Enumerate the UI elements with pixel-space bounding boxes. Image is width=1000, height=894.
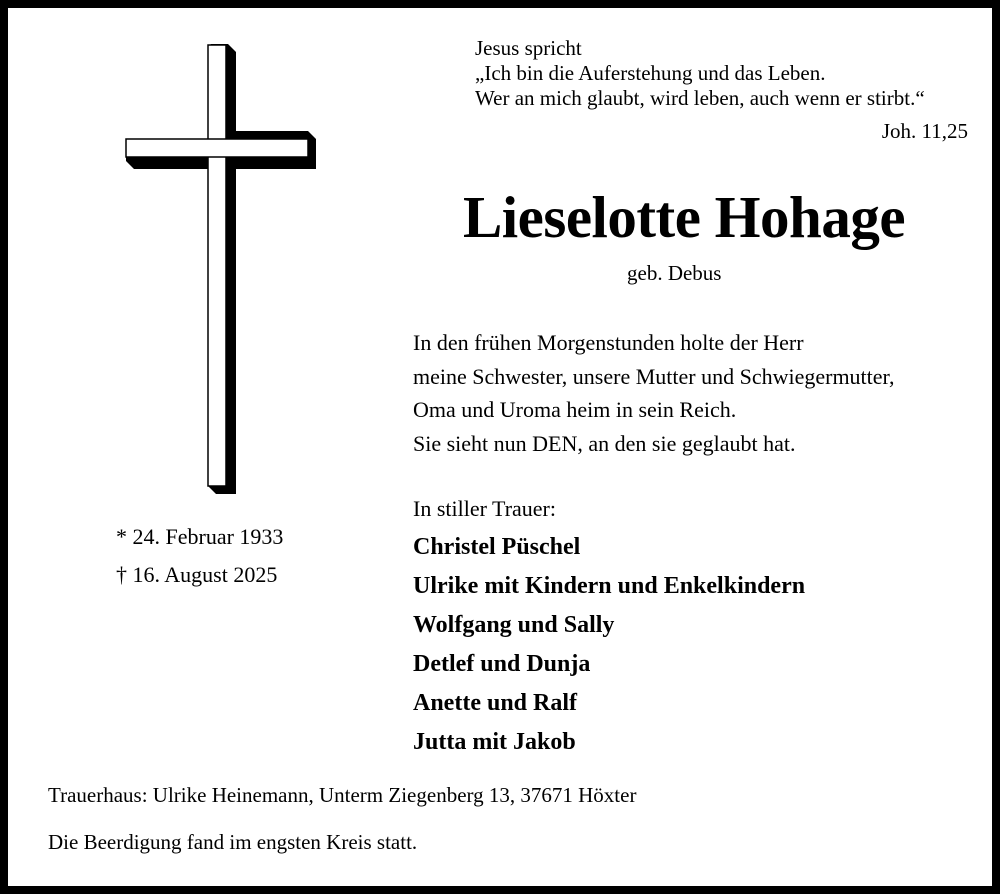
obituary-notice bbox=[8, 8, 992, 886]
quote-line: Jesus spricht bbox=[475, 36, 582, 60]
mourner-name: Wolfgang und Sally bbox=[413, 612, 615, 638]
quote-reference: Joh. 11,25 bbox=[881, 119, 968, 143]
announcement-line: meine Schwester, unsere Mutter und Schwiegermutter, bbox=[413, 363, 895, 389]
announcement-line: In den frühen Morgenstunden holte der Herr bbox=[413, 330, 804, 355]
mourner-name: Detlef und Dunja bbox=[413, 651, 591, 677]
cross-icon bbox=[116, 44, 321, 494]
announcement-text bbox=[413, 326, 895, 460]
mourner-name: Ulrike mit Kindern und Enkelkindern bbox=[413, 573, 806, 599]
funeral-note: Die Beerdigung fand im engsten Kreis statt. bbox=[48, 830, 418, 854]
deceased-name: Lieselotte Hohage bbox=[462, 184, 906, 250]
birth-date: * 24. Februar 1933 bbox=[116, 524, 284, 549]
announcement-line: Oma und Uroma heim in sein Reich. bbox=[413, 397, 737, 422]
maiden-name: geb. Debus bbox=[627, 261, 722, 285]
life-dates bbox=[116, 518, 283, 594]
quote-line: „Ich bin die Auferstehung und das Leben. bbox=[475, 61, 826, 85]
bible-quote bbox=[475, 36, 925, 111]
quote-line: Wer an mich glaubt, wird leben, auch wenn er stirbt.“ bbox=[475, 86, 925, 110]
mourner-name: Anette und Ralf bbox=[413, 690, 578, 716]
mourner-name: Christel Püschel bbox=[413, 534, 581, 560]
announcement-line: Sie sieht nun DEN, an den sie geglaubt hat. bbox=[413, 430, 796, 456]
mourners-label: In stiller Trauer: bbox=[413, 496, 556, 521]
mourner-name: Jutta mit Jakob bbox=[413, 729, 576, 755]
death-date: † 16. August 2025 bbox=[116, 562, 278, 587]
house-of-mourning: Trauerhaus: Ulrike Heinemann, Unterm Ziegenberg 13, 37671 Höxter bbox=[48, 783, 637, 807]
mourners-list bbox=[413, 528, 805, 762]
